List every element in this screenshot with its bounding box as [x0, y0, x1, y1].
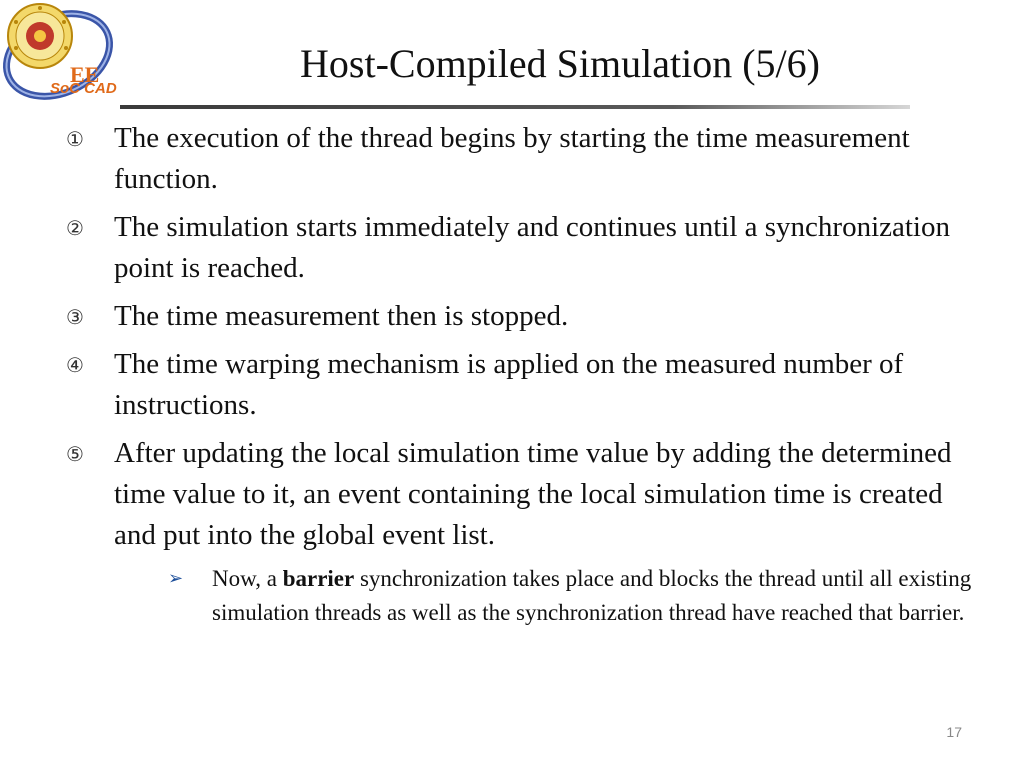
- bullet-item: [60, 344, 960, 426]
- circled-number-icon: ③: [66, 305, 84, 329]
- logo-text: SoC CAD: [50, 80, 117, 97]
- bullet-item: [60, 433, 972, 630]
- bullet-item: [60, 118, 960, 200]
- sub-bullet-bold: barrier: [282, 566, 355, 591]
- bullet-text: The simulation starts immediately and continues until a synchronization point is reached.: [114, 211, 950, 284]
- circled-number-icon: ②: [66, 216, 84, 240]
- bullet-text: After updating the local simulation time value by adding the determined time value to it, an event containing the local simulation time is created and put into the global event list.: [114, 437, 952, 551]
- bullet-list: [60, 118, 972, 637]
- circled-number-icon: ④: [66, 353, 84, 377]
- sub-bullet-suffix: synchronization takes place and blocks the thread until all existing simulation threads as well as the synchronization thread have reached that barrier.: [212, 566, 972, 625]
- soc-cad-logo: [0, 0, 125, 108]
- logo-ee-text: EE: [70, 62, 100, 87]
- arrow-bullet-icon: ➢: [168, 568, 184, 589]
- bullet-text: The execution of the thread begins by starting the time measurement function.: [114, 122, 910, 195]
- circled-number-icon: ⑤: [66, 442, 84, 466]
- page-number: 17: [946, 724, 962, 740]
- bullet-item: [60, 207, 960, 289]
- sub-bullet-prefix: Now, a: [212, 566, 283, 591]
- circled-number-icon: ①: [66, 127, 84, 151]
- sub-bullet-item: [168, 562, 972, 630]
- slide-title: Host-Compiled Simulation (5/6): [300, 41, 820, 86]
- bullet-text: The time warping mechanism is applied on the measured number of instructions.: [114, 348, 904, 421]
- bullet-text: The time measurement then is stopped.: [114, 300, 569, 332]
- bullet-item: [60, 296, 960, 337]
- title-divider: [120, 105, 910, 109]
